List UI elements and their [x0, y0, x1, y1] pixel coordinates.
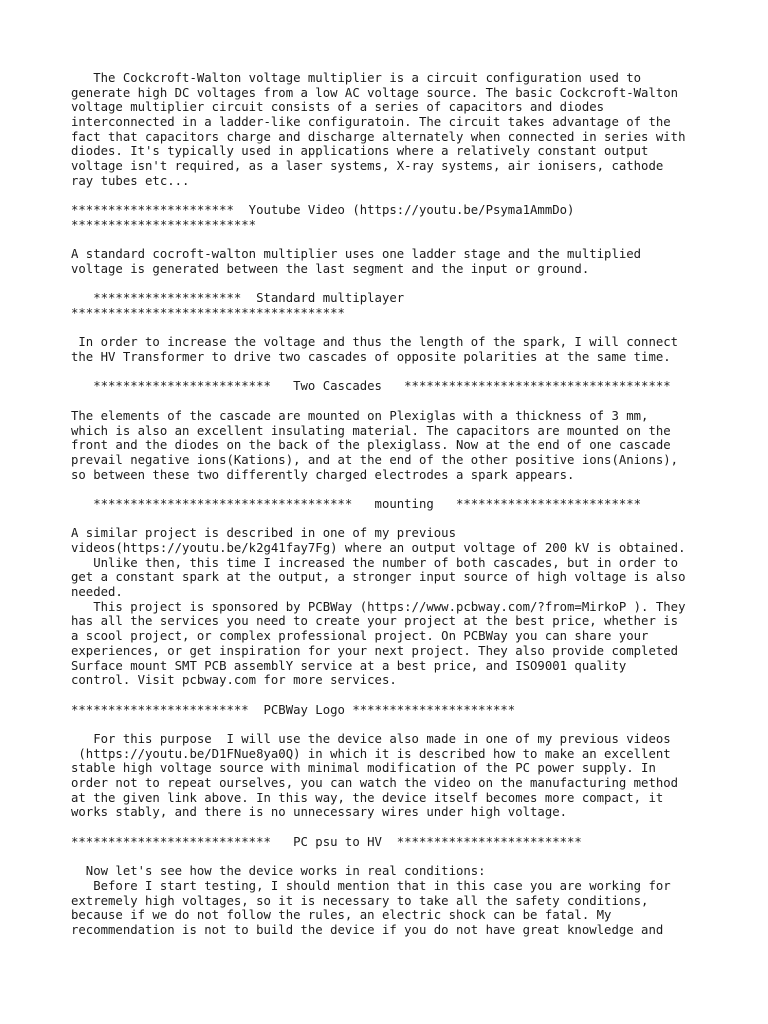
text-line: ********************** Youtube Video (https://youtu.be/Psyma1AmmDo) [71, 203, 575, 218]
text-line: The elements of the cascade are mounted on Plexiglas with a thickness of 3 mm, [71, 408, 649, 423]
text-line: ************************* [71, 217, 257, 232]
text-line: voltage multiplier circuit consists of a series of capacitors and diodes [71, 100, 605, 115]
text-line [71, 321, 761, 336]
text-line: generate high DC voltages from a low AC voltage source. The basic Cockcroft-Walton [71, 85, 679, 100]
text-line: ******************** Standard multiplayer [71, 291, 405, 306]
text-line: ************************************* [71, 306, 345, 320]
text-line: ray tubes etc... [71, 173, 190, 188]
text-line: so between these two differently charged electrodes a spark appears. [71, 467, 575, 482]
text-line [71, 849, 761, 864]
text-line [71, 717, 761, 732]
text-line: front and the diodes on the back of the plexiglass. Now at the end of one cascade [71, 438, 671, 453]
text-line: extremely high voltages, so it is necessary to take all the safety conditions, [71, 893, 649, 908]
text-line: voltage isn't required, as a laser systems, X-ray systems, air ionisers, cathode [71, 159, 664, 174]
text-line: This project is sponsored by PCBWay (https://www.pcbway.com/?from=MirkoP ). They [71, 599, 686, 614]
text-line: experiences, or get inspiration for your next project. They also provide completed [71, 643, 679, 658]
text-line [71, 688, 761, 703]
text-line: ************************ Two Cascades ************************************ [71, 379, 671, 394]
text-line: videos(https://youtu.be/k2g41fay7Fg) where an output voltage of 200 kV is obtained. [71, 541, 686, 555]
text-line [71, 512, 761, 527]
text-line: a scool project, or complex professional project. On PCBWay you can share your [71, 629, 649, 644]
text-line: recommendation is not to build the device if you do not have great knowledge and [71, 922, 664, 937]
text-line [71, 482, 761, 497]
text-line: diodes. It's typically used in applications where a relatively constant output [71, 144, 649, 159]
text-line: prevail negative ions(Kations), and at the end of the other positive ions(Anions), [71, 452, 679, 467]
text-line [71, 820, 761, 835]
text-line: Surface mount SMT PCB assemblY service at a best price, and ISO9001 quality [71, 658, 627, 673]
text-line: For this purpose I will use the device also made in one of my previous videos [71, 731, 671, 746]
text-line: interconnected in a ladder-like configuratoin. The circuit takes advantage of the [71, 115, 671, 130]
text-line: needed. [71, 585, 123, 600]
text-line [71, 189, 761, 204]
document-page [71, 71, 761, 938]
text-line: *************************** PC psu to HV ************************* [71, 834, 582, 849]
text-line: ************************ PCBWay Logo ********************** [71, 702, 516, 717]
text-line: at the given link above. In this way, the device itself becomes more compact, it [71, 790, 664, 805]
text-line: works stably, and there is no unnecessary wires under high voltage. [71, 805, 568, 820]
text-line: In order to increase the voltage and thus the length of the spark, I will connect [71, 335, 679, 350]
text-line: A similar project is described in one of my previous [71, 526, 456, 541]
text-line [71, 277, 761, 292]
text-line: The Cockcroft-Walton voltage multiplier is a circuit configuration used to [71, 71, 642, 85]
text-line [71, 365, 761, 380]
text-line [71, 394, 761, 409]
text-line: (https://youtu.be/D1FNue8ya0Q) in which it is described how to make an excellent [71, 746, 671, 761]
text-line: fact that capacitors charge and discharge alternately when connected in series with [71, 129, 686, 144]
text-line: get a constant spark at the output, a stronger input source of high voltage is also [71, 570, 686, 585]
text-line: stable high voltage source with minimal modification of the PC power supply. In [71, 761, 656, 776]
text-line [71, 233, 761, 248]
text-line: *********************************** mounting ************************* [71, 496, 642, 511]
text-line: has all the services you need to create your project at the best price, whether is [71, 614, 679, 629]
text-line: voltage is generated between the last segment and the input or ground. [71, 261, 590, 276]
text-line: order not to repeat ourselves, you can watch the video on the manufacturing method [71, 776, 679, 790]
text-line: Before I start testing, I should mention that in this case you are working for [71, 878, 671, 893]
text-line: because if we do not follow the rules, an electric shock can be fatal. My [71, 908, 612, 923]
text-line: Now let's see how the device works in real conditions: [71, 864, 486, 879]
text-line: Unlike then, this time I increased the number of both cascades, but in order to [71, 555, 679, 570]
text-line: which is also an excellent insulating material. The capacitors are mounted on the [71, 423, 671, 438]
text-line: the HV Transformer to drive two cascades of opposite polarities at the same time. [71, 350, 671, 365]
text-line: A standard cocroft-walton multiplier uses one ladder stage and the multiplied [71, 247, 642, 262]
text-line: control. Visit pcbway.com for more services. [71, 673, 397, 688]
